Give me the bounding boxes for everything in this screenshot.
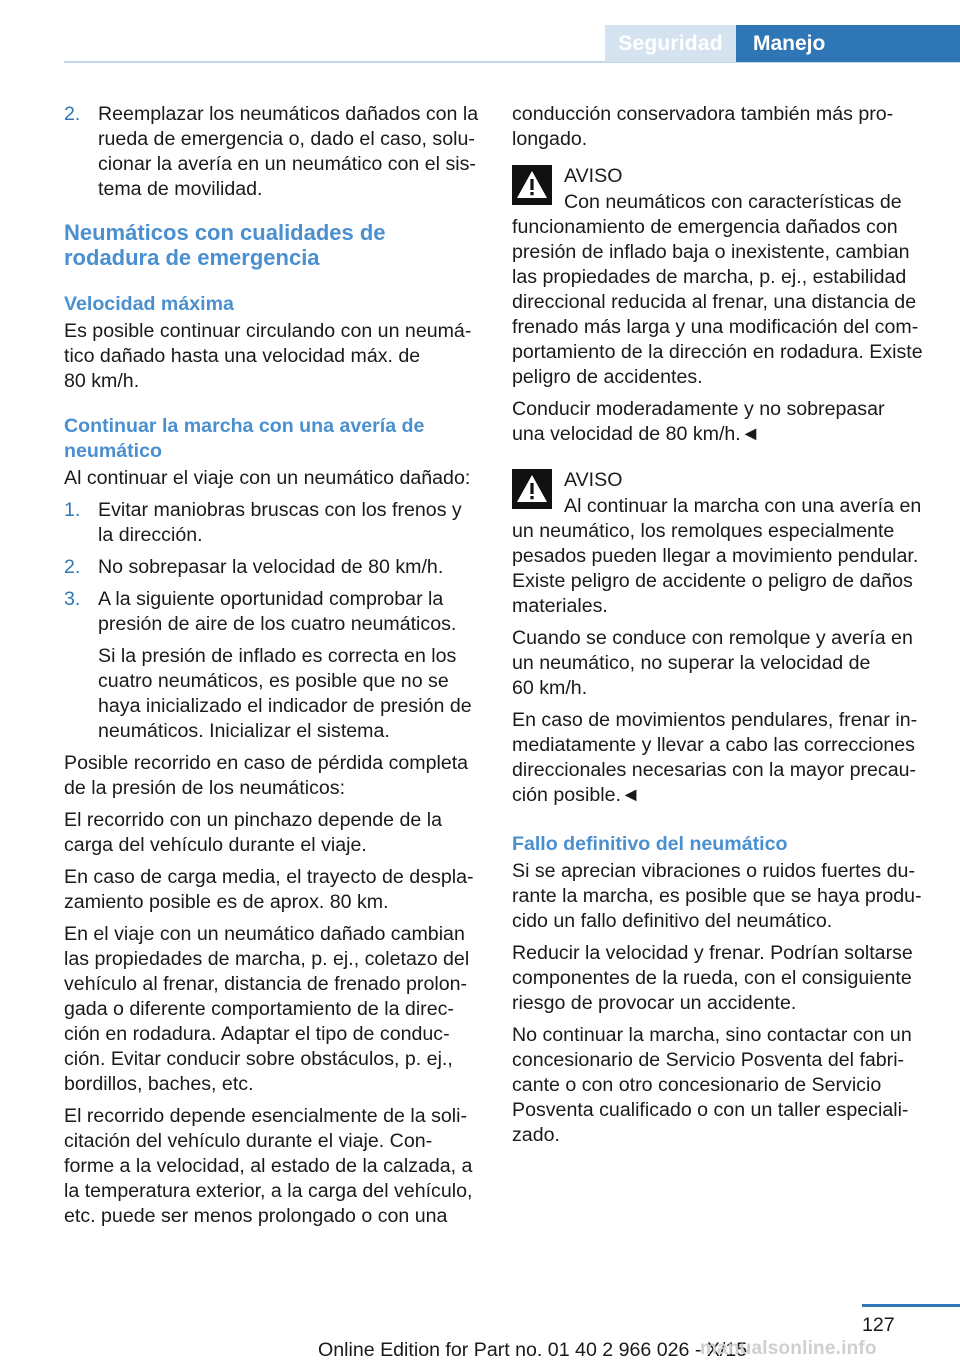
watermark: manualsonline.info (700, 1338, 877, 1359)
paragraph: Si se aprecian vibraciones o ruidos fuertes du‐ rante la marcha, es posible que se haya produ‐ cido un fallo definitivo del neumático. (512, 860, 922, 932)
list-item: 2. No sobrepasar la velocidad de 80 km/h. (64, 556, 444, 578)
warning-triangle-icon (512, 469, 552, 509)
right-column (512, 102, 930, 1155)
list-item: 3. A la siguiente oportunidad comprobar la presión de aire de los cuatro neumáticos. (64, 588, 457, 635)
warning-title: AVISO (564, 165, 623, 187)
list-item: 1. Evitar maniobras bruscas con los frenos y la dirección. (64, 499, 462, 546)
paragraph: Cuando se conduce con remolque y avería en un neumático, no superar la velocidad de 60 km/h. (512, 627, 913, 699)
list-number: 3. (64, 588, 81, 610)
warning-title: AVISO (564, 469, 623, 491)
list-number: 2. (64, 556, 81, 578)
left-column (64, 102, 482, 1236)
paragraph: Al continuar el viaje con un neumático dañado: (64, 467, 471, 489)
edition-text: Online Edition for Part no. 01 40 2 966 026 - X/15 (318, 1339, 748, 1361)
subheading-fallo: Fallo definitivo del neumático (512, 833, 788, 855)
paragraph: Posible recorrido en caso de pérdida completa de la presión de los neumáticos: (64, 752, 469, 799)
paragraph: En caso de movimientos pendulares, frenar in‐ mediatamente y llevar a cabo las correcciones direccionales necesarias con la mayor precau‐ ción posible.◄ (512, 709, 918, 806)
subheading-velocidad: Velocidad máxima (64, 293, 234, 315)
tab-seguridad[interactable]: Seguridad (605, 25, 736, 62)
footer-rule (862, 1304, 960, 1307)
subheading-continuar: Continuar la marcha con una avería de neumático (64, 415, 425, 462)
list-number: 2. (64, 103, 81, 125)
list-item (64, 102, 482, 202)
paragraph: conducción conservadora también más pro‐ longado. (512, 103, 894, 150)
tab-manejo[interactable]: Manejo (736, 25, 960, 62)
list-text: Reemplazar los neumáticos dañados con la rueda de emergencia o, dado el caso, solu‐ cionar la avería en un neumático con el sis‐ tema de movilidad. (98, 103, 479, 200)
paragraph: Es posible continuar circulando con un neumá‐ tico dañado hasta una velocidad máx. de 80 km/h. (64, 320, 472, 392)
warning-block: AVISO Al continuar la marcha con una avería en un neumático, los remolques especialmente pesados pueden llegar a movimiento pendular. Existe peligro de accidente o peligro de daños materiales. (512, 463, 930, 619)
section-heading: Neumáticos con cualidades de rodadura de emergencia (64, 220, 386, 270)
warning-triangle-icon (512, 165, 552, 205)
paragraph: Conducir moderadamente y no sobrepasar una velocidad de 80 km/h.◄ (512, 398, 885, 445)
list-subparagraph: Si la presión de inflado es correcta en los cuatro neumáticos, es posible que no se haya inicializado el indicador de presión de neumáticos. Inicializar el sistema. (98, 645, 472, 742)
page-number: 127 (862, 1314, 895, 1336)
list-number: 1. (64, 499, 81, 521)
paragraph: El recorrido con un pinchazo depende de la carga del vehículo durante el viaje. (64, 809, 442, 856)
paragraph: No continuar la marcha, sino contactar con un concesionario de Servicio Posventa del fabri‐ cante o con otro concesionario de Servicio Posventa cualificado o con un taller especiali‐ zado. (512, 1024, 912, 1146)
paragraph: En el viaje con un neumático dañado cambian las propiedades de marcha, p. ej., coletazo del vehículo al frenar, distancia de frenado prolon‐ gada o diferente comportamiento de la direc‐ ción en rodadura. Adaptar el tipo de conduc‐ ción. Evitar conducir sobre obstáculos, p. ej., bordillos, baches, etc. (64, 923, 470, 1095)
warning-block: AVISO Con neumáticos con características de funcionamiento de emergencia dañados con presión de inflado baja o inexistente, cambian las propiedades de marcha, p. ej., estabilidad direccional reducida al frenar, una distancia de frenado más larga y una modificación del com‐ portamiento de la dirección en rodadura. Existe peligro de accidentes. (512, 159, 930, 390)
paragraph: El recorrido depende esencialmente de la soli‐ citación del vehículo durante el viaje. Con‐ forme a la velocidad, al estado de la calzada, a la temperatura exterior, a la carga del vehículo, etc. puede ser menos prolongado o con una (64, 1105, 473, 1227)
paragraph: Reducir la velocidad y frenar. Podrían soltarse componentes de la rueda, con el consiguiente riesgo de provocar un accidente. (512, 942, 913, 1014)
paragraph: En caso de carga media, el trayecto de despla‐ zamiento posible es de aprox. 80 km. (64, 866, 474, 913)
